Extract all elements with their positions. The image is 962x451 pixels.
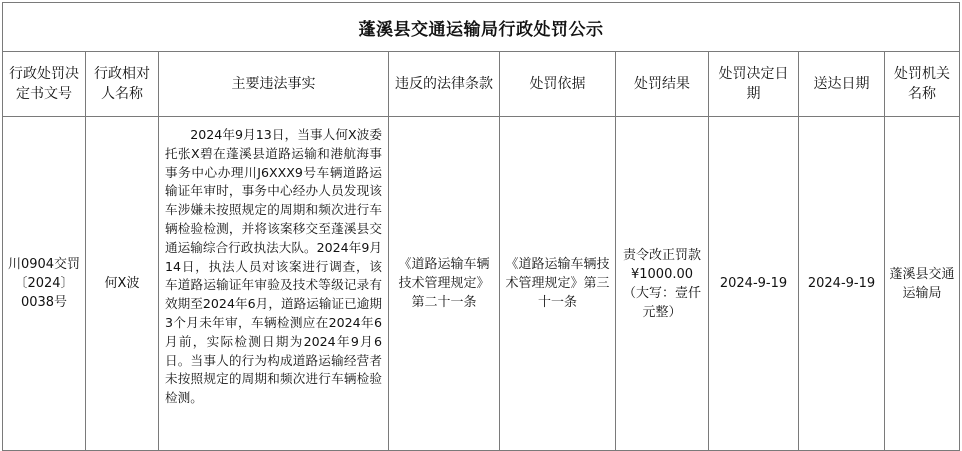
header-authority: 处罚机关名称 (885, 52, 960, 117)
header-doc-no: 行政处罚决定书文号 (3, 52, 86, 117)
header-delivery-date: 送达日期 (799, 52, 885, 117)
cell-authority: 蓬溪县交通运输局 (885, 117, 960, 451)
cell-doc-no: 川0904交罚〔2024〕0038号 (3, 117, 86, 451)
header-row (3, 52, 960, 117)
cell-decision-date: 2024-9-19 (709, 117, 799, 451)
table-row (3, 117, 960, 451)
cell-facts: 2024年9月13日，当事人何X波委托张X碧在蓬溪县道路运输和港航海事事务中心办理川J6XXX9号车辆道路运输证年审时，事务中心经办人员发现该车涉嫌未按照规定的周期和频次进行车辆检验检测，并将该案移交至蓬溪县交通运输综合行政执法大队。2024年9月14日，执法人员对该案进行调查，该车道路运输证年审验及技术等级记录有效期至2024年6月，道路运输证已逾期3个月未年审，车辆检测应在2024年6月前，实际检测日期为2024年9月6日。当事人的行为构成道路运输经营者未按照规定的周期和频次进行车辆检验检测。 (159, 117, 389, 451)
header-result: 处罚结果 (616, 52, 709, 117)
header-decision-date: 处罚决定日期 (709, 52, 799, 117)
header-basis: 处罚依据 (500, 52, 616, 117)
table-title: 蓬溪县交通运输局行政处罚公示 (3, 3, 960, 52)
cell-violated-law: 《道路运输车辆技术管理规定》第二十一条 (389, 117, 500, 451)
penalty-table (2, 2, 960, 451)
cell-party-name: 何X波 (86, 117, 159, 451)
header-party-name: 行政相对人名称 (86, 52, 159, 117)
cell-basis: 《道路运输车辆技术管理规定》第三十一条 (500, 117, 616, 451)
header-violated-law: 违反的法律条款 (389, 52, 500, 117)
cell-delivery-date: 2024-9-19 (799, 117, 885, 451)
cell-result: 责令改正罚款¥1000.00（大写：壹仟元整） (616, 117, 709, 451)
header-facts: 主要违法事实 (159, 52, 389, 117)
